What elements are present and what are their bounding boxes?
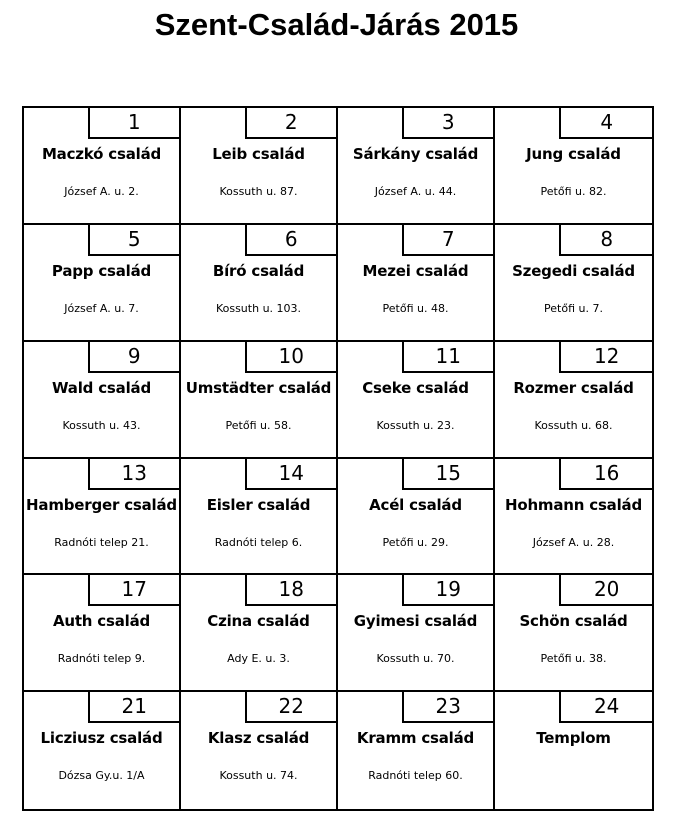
address: Petőfi u. 29.	[382, 535, 449, 549]
day-number: 21	[88, 692, 179, 723]
day-number: 14	[245, 459, 336, 490]
day-cell	[181, 108, 338, 225]
family-name: Mezei család	[362, 261, 469, 280]
day-number: 10	[245, 342, 336, 373]
address: Kossuth u. 23.	[376, 418, 455, 432]
day-number: 23	[402, 692, 493, 723]
family-name: Jung család	[526, 145, 621, 163]
day-cell	[338, 575, 495, 692]
address: Petőfi u. 48.	[382, 301, 449, 315]
family-name: Maczkó család	[41, 145, 162, 163]
address: Kossuth u. 87.	[219, 185, 298, 198]
day-number: 24	[559, 692, 652, 723]
address: Petőfi u. 38.	[540, 652, 607, 666]
family-name: Licziusz család	[40, 729, 163, 748]
address: Radnóti telep 9.	[57, 652, 146, 666]
day-cell	[181, 459, 338, 576]
day-cell	[181, 342, 338, 459]
day-number: 11	[402, 342, 493, 373]
address: Kossuth u. 74.	[219, 769, 298, 783]
day-cell	[495, 108, 652, 225]
day-cell	[495, 575, 652, 692]
day-number: 5	[88, 225, 179, 256]
day-number: 8	[559, 225, 652, 256]
day-cell	[338, 459, 495, 576]
schedule-grid	[22, 106, 654, 811]
family-name: Umstädter család	[185, 378, 332, 397]
address: Petőfi u. 58.	[225, 418, 292, 432]
day-cell	[181, 692, 338, 809]
day-cell	[24, 225, 181, 342]
day-cell	[338, 225, 495, 342]
day-cell	[495, 692, 652, 809]
address: Kossuth u. 103.	[215, 301, 302, 315]
address: József A. u. 44.	[374, 185, 457, 198]
address: Ady E. u. 3.	[227, 652, 290, 666]
day-cell	[495, 342, 652, 459]
address: Petőfi u. 82.	[540, 185, 607, 198]
day-cell	[24, 692, 181, 809]
family-name: Hohmann család	[504, 495, 642, 514]
family-name: Cseke család	[362, 378, 469, 397]
address: Radnóti telep 6.	[214, 535, 303, 549]
day-cell	[495, 225, 652, 342]
address: Dózsa Gy.u. 1/A	[58, 769, 145, 783]
day-cell	[338, 342, 495, 459]
address: Petőfi u. 7.	[544, 301, 603, 315]
family-name: Szegedi család	[512, 261, 635, 280]
family-name: Gyimesi család	[353, 612, 478, 631]
day-number: 4	[559, 108, 652, 139]
family-name: Bíró család	[212, 261, 305, 280]
day-cell	[181, 225, 338, 342]
day-number: 7	[402, 225, 493, 256]
day-number: 6	[245, 225, 336, 256]
day-number: 1	[88, 108, 179, 139]
address: József A. u. 2.	[64, 185, 139, 198]
day-number: 12	[559, 342, 652, 373]
address: Kossuth u. 68.	[534, 418, 613, 432]
address: Radnóti telep 21.	[54, 535, 149, 549]
day-number: 3	[402, 108, 493, 139]
day-number: 2	[245, 108, 336, 139]
family-name: Templom	[536, 729, 611, 748]
family-name: Czina család	[207, 612, 310, 631]
family-name: Papp család	[51, 261, 152, 280]
family-name: Rozmer család	[513, 378, 634, 397]
address: Kossuth u. 43.	[62, 418, 141, 432]
family-name: Auth család	[52, 612, 151, 631]
family-name: Kramm család	[356, 729, 475, 748]
family-name: Acél család	[369, 495, 462, 514]
family-name: Wald család	[52, 378, 151, 397]
day-cell	[181, 575, 338, 692]
page-title: Szent-Család-Járás 2015	[154, 7, 519, 42]
day-cell	[338, 692, 495, 809]
day-number: 17	[88, 575, 179, 606]
family-name: Schön család	[519, 612, 628, 631]
day-number: 22	[245, 692, 336, 723]
address: Radnóti telep 60.	[368, 769, 463, 783]
day-cell	[338, 108, 495, 225]
address: József A. u. 7.	[64, 301, 139, 315]
day-cell	[24, 459, 181, 576]
day-cell	[495, 459, 652, 576]
family-name: Leib család	[212, 145, 305, 163]
day-number: 16	[559, 459, 652, 490]
day-number: 20	[559, 575, 652, 606]
day-number: 13	[88, 459, 179, 490]
family-name: Eisler család	[206, 495, 311, 514]
day-cell	[24, 108, 181, 225]
day-number: 18	[245, 575, 336, 606]
day-cell	[24, 342, 181, 459]
day-number: 9	[88, 342, 179, 373]
address: Kossuth u. 70.	[376, 652, 455, 666]
address: József A. u. 28.	[532, 535, 615, 549]
day-number: 15	[402, 459, 493, 490]
day-number: 19	[402, 575, 493, 606]
family-name: Hamberger család	[26, 495, 177, 514]
family-name: Klasz család	[207, 729, 310, 748]
family-name: Sárkány család	[352, 145, 479, 163]
day-cell	[24, 575, 181, 692]
